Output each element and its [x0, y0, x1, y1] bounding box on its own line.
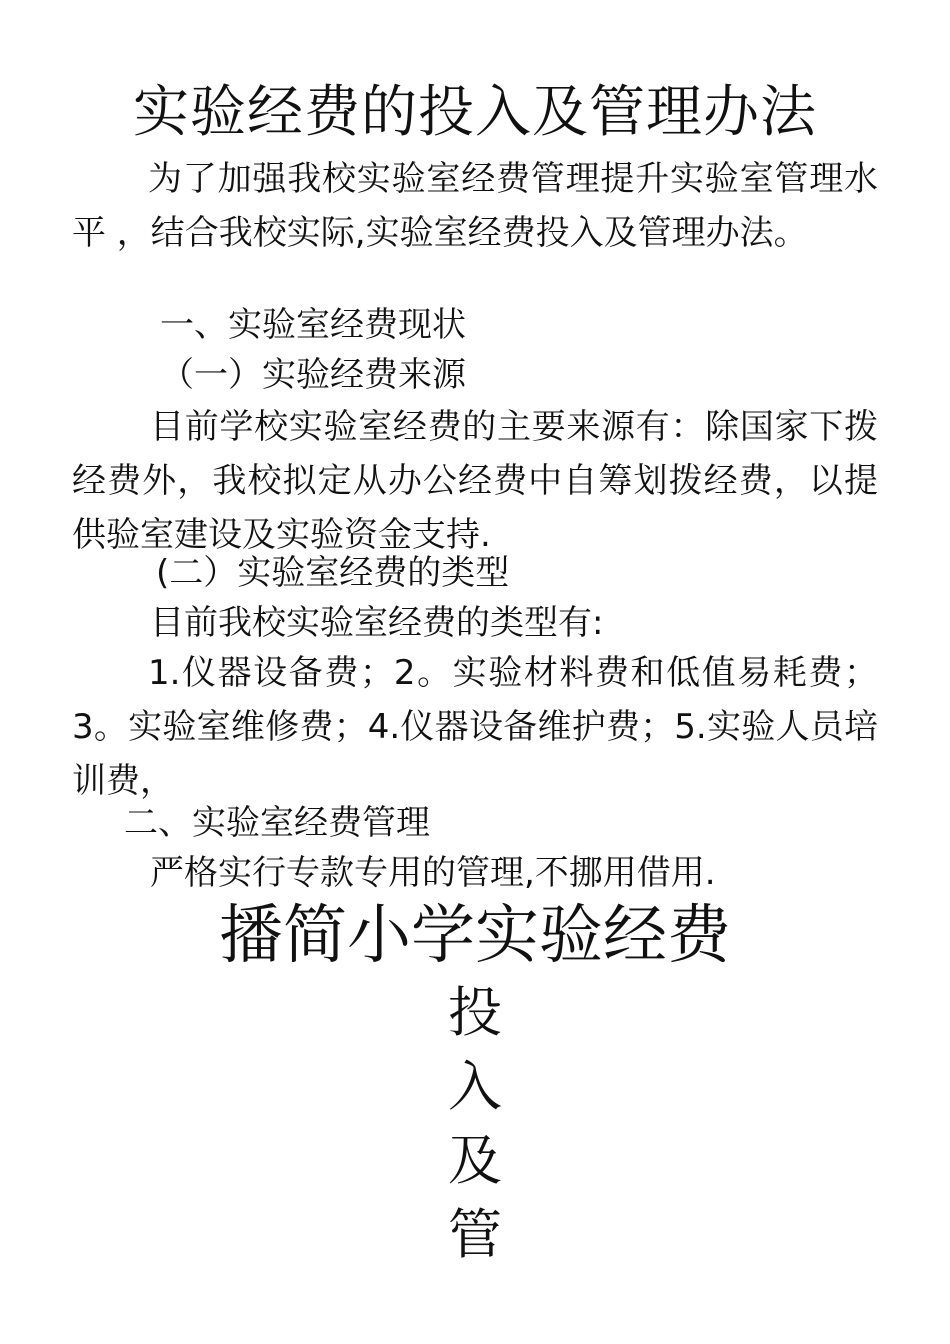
vertical-char-1: 投 [448, 981, 502, 1044]
subsection-2-intro: 目前我校实验室经费的类型有: [150, 603, 604, 643]
subsection-1-heading: （一）实验经费来源 [160, 355, 466, 395]
subsection-2-heading: (二）实验室经费的类型 [156, 553, 510, 593]
school-title: 播简小学实验经费 [219, 899, 731, 973]
section-2-body: 严格实行专款专用的管理,不挪用借用. [150, 853, 716, 893]
vertical-char-2: 入 [448, 1055, 502, 1118]
vertical-char-4: 管 [448, 1203, 502, 1266]
section-1-heading: 一、实验室经费现状 [160, 305, 466, 345]
document-title: 实验经费的投入及管理办法 [133, 80, 817, 145]
vertical-char-3: 及 [448, 1129, 502, 1192]
intro-paragraph: 为了加强我校实验室经费管理提升实验室管理水平 ，结合我校实际,实验室经费投入及管理办法。 [72, 159, 878, 253]
section-2-heading: 二、实验室经费管理 [124, 803, 430, 843]
subsection-1-body: 目前学校实验室经费的主要来源有：除国家下拨经费外，我校拟定从办公经费中自筹划拨经费，以提供验室建设及实验资金支持. [72, 407, 878, 555]
expense-type-list: 1.仪器设备费；2。实验材料费和低值易耗费；3。实验室维修费；4.仪器设备维护费；5.实验人员培训费， [72, 653, 878, 801]
